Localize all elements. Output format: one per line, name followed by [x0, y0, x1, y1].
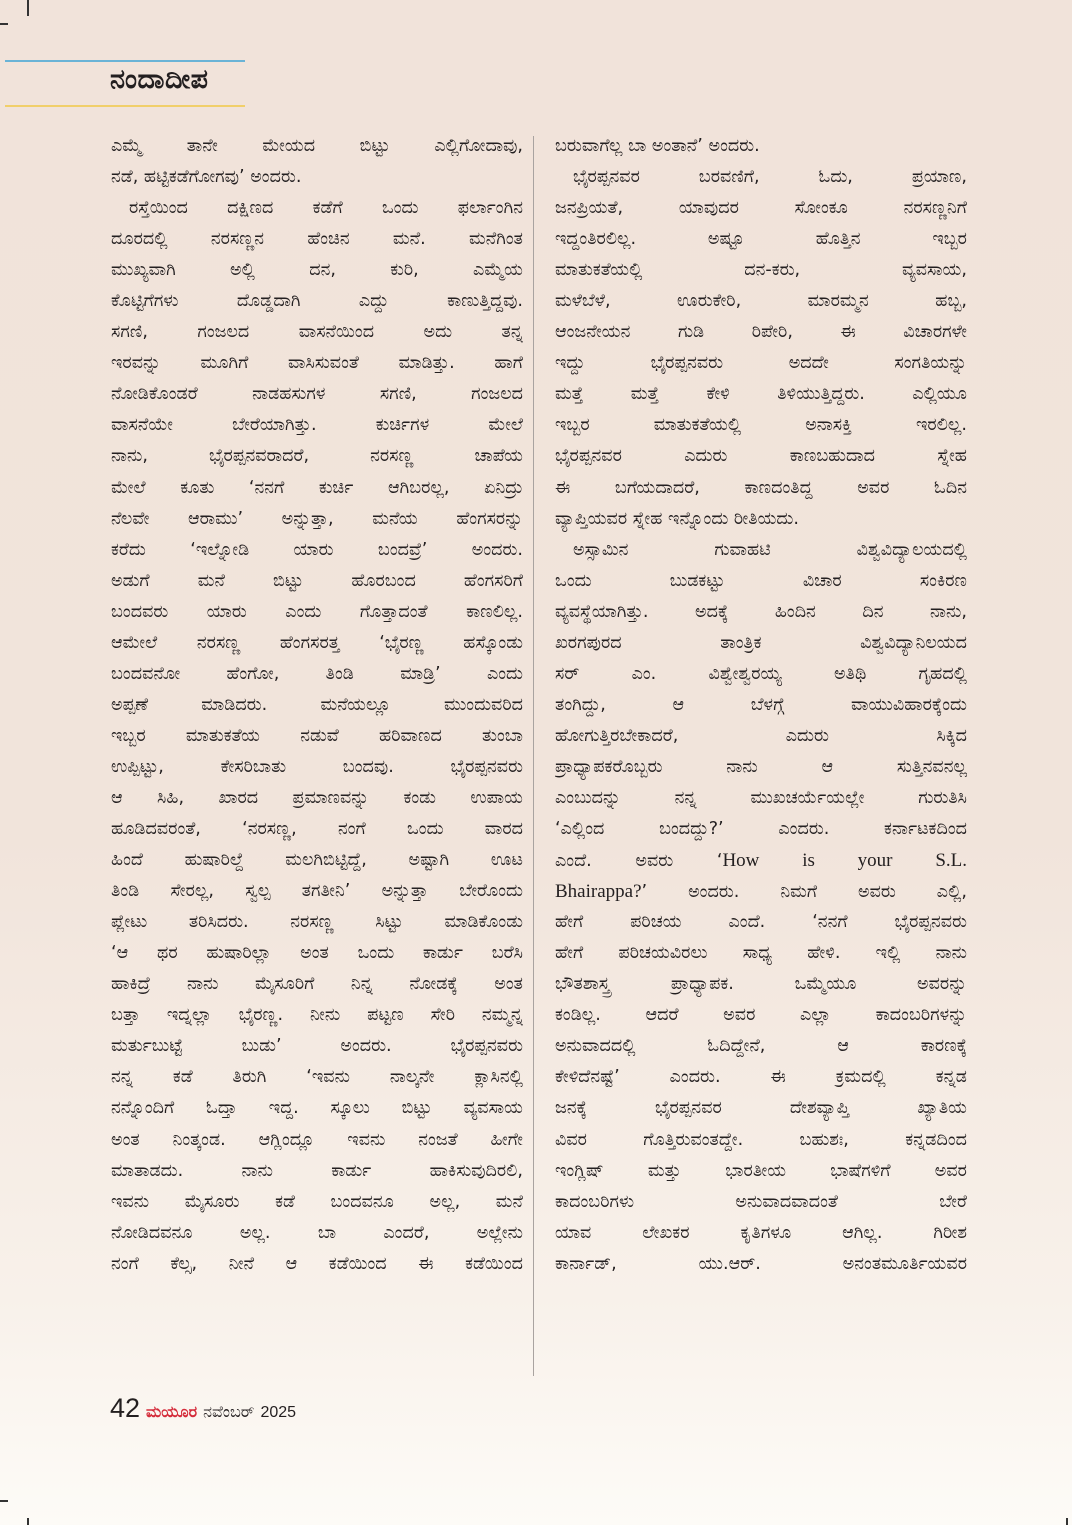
text-line: ಇಂಗ್ಲಿಷ್ ಮತ್ತು ಭಾರತೀಯ ಭಾಷೆಗಳಿಗೆ ಅವರ — [555, 1160, 967, 1181]
header-rule-top — [5, 60, 245, 62]
text-line: ವ್ಯಾಪ್ತಿಯವರ ಸ್ನೇಹ ಇನ್ನೊಂದು ರೀತಿಯದು. — [555, 508, 799, 529]
text-line: ಭೈರಪ್ಪನವರ ಬರವಣಿಗೆ, ಓದು, ಪ್ರಯಾಣ, — [573, 167, 967, 188]
text-line: ಕಂಡಿಲ್ಲ. ಆದರೆ ಅವರ ಎಲ್ಲಾ ಕಾದಂಬರಿಗಳನ್ನು — [555, 1005, 967, 1026]
issue-year: 2025 — [260, 1404, 297, 1421]
text-line: ರಸ್ತೆಯಿಂದ ದಕ್ಷಿಣದ ಕಡೆಗೆ ಒಂದು ಫರ್ಲಾಂಗಿನ — [129, 198, 523, 219]
crop-mark-bottom-right-v — [1066, 1518, 1068, 1525]
text-line: ಉಪ್ಪಿಟ್ಟು, ಕೇಸರಿಬಾತು ಬಂದವು. ಭೈರಪ್ಪನವರು — [111, 756, 523, 777]
text-line: ಆಮೇಲೆ ನರಸಣ್ಣ ಹೆಂಗಸರತ್ತ ‘ಭೈರಣ್ಣ ಹಸ್ಕೊಂಡು — [111, 632, 523, 653]
text-line: ವಾಸನೆಯೇ ಬೇರೆಯಾಗಿತ್ತು. ಕುರ್ಚಿಗಳ ಮೇಲೆ — [111, 415, 523, 436]
text-line: ನಂಗೆ ಕೆಲ್ಸ, ನೀನೆ ಆ ಕಡೆಯಿಂದ ಈ ಕಡೆಯಿಂದ — [111, 1253, 523, 1274]
text-line: ಹೂಡಿದವರಂತೆ, ‘ನರಸಣ್ಣ, ನಂಗೆ ಒಂದು ವಾರದ — [111, 819, 523, 840]
text-line: ಈ ಬಗೆಯದಾದರೆ, ಕಾಣದಂತಿದ್ದ ಅವರ ಓದಿನ — [555, 477, 967, 498]
text-line: ಇದ್ದಂತಿರಲಿಲ್ಲ. ಅಷ್ಟೂ ಹೊತ್ತಿನ ಇಬ್ಬರ — [555, 229, 967, 250]
column-divider — [533, 136, 534, 1376]
text-line: ಮಾತಾಡದು. ನಾನು ಕಾರ್ಡು ಹಾಕಿಸುವುದಿರಲಿ, — [111, 1160, 523, 1181]
text-line: ಅಸ್ಸಾಮಿನ ಗುವಾಹಟಿ ವಿಶ್ವವಿದ್ಯಾಲಯದಲ್ಲಿ — [573, 539, 967, 560]
text-line: ‘ಎಲ್ಲಿಂದ ಬಂದದ್ದು?’ ಎಂದರು. ಕರ್ನಾಟಕದಿಂದ — [555, 819, 967, 840]
text-line: ಬರುವಾಗೆಲ್ಲ ಬಾ ಅಂತಾನೆ’ ಅಂದರು. — [555, 136, 760, 156]
text-line: ನೋಡಿದವನೂ ಅಲ್ಲ. ಬಾ ಎಂದರೆ, ಅಲ್ಲೇನು — [111, 1222, 523, 1243]
text-line: ಎಂಬುದನ್ನು ನನ್ನ ಮುಖಚರ್ಯೆಯಲ್ಲೇ ಗುರುತಿಸಿ — [555, 787, 967, 808]
text-line: ಹಾಕಿದ್ರೆ ನಾನು ಮೈಸೂರಿಗೆ ನಿನ್ನ ನೋಡಕ್ಕೆ ಅಂತ — [111, 974, 523, 995]
text-line: ಅಂತ ನಿಂತ್ಕಂಡ. ಆಗ್ಲಿಂದ್ಲೂ ಇವನು ನಂಜತೆ ಹೀಗೇ — [111, 1129, 523, 1150]
text-line: ಇದ್ದು ಭೈರಪ್ಪನವರು ಅದದೇ ಸಂಗತಿಯನ್ನು — [555, 353, 967, 374]
text-line: ವಿವರ ಗೊತ್ತಿರುವಂತದ್ದೇ. ಬಹುಶಃ, ಕನ್ನಡದಿಂದ — [555, 1129, 967, 1150]
text-line: ‘ಆ ಥರ ಹುಷಾರಿಲ್ಲಾ ಅಂತ ಒಂದು ಕಾರ್ಡು ಬರೆಸಿ — [111, 943, 523, 964]
text-line: ತಂಗಿದ್ದು, ಆ ಬೆಳಗ್ಗೆ ವಾಯುವಿಹಾರಕ್ಕೆಂದು — [555, 694, 967, 715]
text-line: ಇರವನ್ನು ಮೂಗಿಗೆ ವಾಸಿಸುವಂತೆ ಮಾಡಿತ್ತು. ಹಾಗೆ — [111, 353, 523, 374]
text-line: ಮರ್ತುಬುಟ್ಟೆ ಬುಡು’ ಅಂದರು. ಭೈರಪ್ಪನವರು — [111, 1036, 523, 1057]
text-line: ಒಂದು ಬುಡಕಟ್ಟು ವಿಚಾರ ಸಂಕಿರಣ — [555, 570, 967, 591]
text-line: ದೂರದಲ್ಲಿ ನರಸಣ್ಣನ ಹೆಂಚಿನ ಮನೆ. ಮನೆಗಿಂತ — [111, 229, 523, 250]
text-line: ಯಾವ ಲೇಖಕರ ಕೃತಿಗಳೂ ಆಗಿಲ್ಲ. ಗಿರೀಶ — [555, 1222, 967, 1243]
text-line: ತಿಂಡಿ ಸೇರಲ್ಲ, ಸ್ವಲ್ಪ ತಗತೀನಿ’ ಅನ್ನುತ್ತಾ ಬೇರೊಂದು — [111, 881, 523, 902]
magazine-logo: ಮಯೂರ — [146, 1402, 198, 1421]
text-line: ಭೈರಪ್ಪನವರ ಎದುರು ಕಾಣಬಹುದಾದ ಸ್ನೇಹ — [555, 446, 967, 467]
article-column-left — [111, 131, 523, 1280]
text-line: ನನ್ನ ಕಡೆ ತಿರುಗಿ ‘ಇವನು ನಾಲ್ಕನೇ ಕ್ಲಾಸಿನಲ್ಲಿ — [111, 1067, 523, 1088]
text-line: ಕಾರ್ನಾಡ್, ಯು.ಆರ್. ಅನಂತಮೂರ್ತಿಯವರ — [555, 1253, 967, 1274]
text-line: ಕೊಟ್ಟಿಗೆಗಳು ದೊಡ್ಡದಾಗಿ ಎದ್ದು ಕಾಣುತ್ತಿದ್ದವು. — [111, 291, 523, 312]
text-line: ಕೇಳಿದೆನಷ್ಟೆ’ ಎಂದರು. ಈ ಕ್ರಮದಲ್ಲಿ ಕನ್ನಡ — [555, 1067, 967, 1088]
text-line: ಖರಗಪುರದ ತಾಂತ್ರಿಕ ವಿಶ್ವವಿದ್ಯಾನಿಲಯದ — [555, 632, 967, 653]
text-line: ನನ್ನೊಂದಿಗೆ ಓದ್ತಾ ಇದ್ದ. ಸ್ಕೂಲು ಬಿಟ್ಟು ವ್ಯವಸಾಯ — [111, 1098, 523, 1119]
article-column-right — [555, 131, 967, 1280]
page-footer — [110, 1393, 296, 1424]
crop-mark-bottom-left-v — [27, 1518, 29, 1525]
text-line: ನಾನು, ಭೈರಪ್ಪನವರಾದರೆ, ನರಸಣ್ಣ ಚಾಪೆಯ — [111, 446, 523, 467]
text-line: ಬತ್ತಾ ಇದ್ನಲ್ಲಾ ಭೈರಣ್ಣ. ನೀನು ಪಟ್ಟಣ ಸೇರಿ ನಮ್ಮನ್ನ — [111, 1005, 523, 1026]
text-line: ವ್ಯವಸ್ಥೆಯಾಗಿತ್ತು. ಅದಕ್ಕೆ ಹಿಂದಿನ ದಿನ ನಾನು, — [555, 601, 967, 622]
text-line: ಆಂಜನೇಯನ ಗುಡಿ ರಿಪೇರಿ, ಈ ವಿಚಾರಗಳೇ — [555, 322, 967, 343]
crop-mark-top-left-h — [0, 23, 8, 25]
text-line: ಪ್ರಾಧ್ಯಾಪಕರೊಬ್ಬರು ನಾನು ಆ ಸುತ್ತಿನವನಲ್ಲ — [555, 756, 967, 777]
text-line: ಬಂದವರು ಯಾರು ಎಂದು ಗೊತ್ತಾದಂತೆ ಕಾಣಲಿಲ್ಲ. — [111, 601, 523, 622]
issue-month: ನವೆಂಬರ್ — [203, 1402, 255, 1421]
crop-mark-top-left-v — [27, 0, 29, 16]
text-line: ಆ ಸಿಹಿ, ಖಾರದ ಪ್ರಮಾಣವನ್ನು ಕಂಡು ಉಪಾಯ — [111, 787, 523, 808]
text-line: ಇಬ್ಬರ ಮಾತುಕತೆಯಲ್ಲಿ ಅನಾಸಕ್ತಿ ಇರಲಿಲ್ಲ. — [555, 415, 967, 436]
text-line: ನೋಡಿಕೊಂಡರೆ ನಾಡಹಸುಗಳ ಸಗಣಿ, ಗಂಜಲದ — [111, 384, 523, 405]
text-line: ಭೌತಶಾಸ್ತ್ರ ಪ್ರಾಧ್ಯಾಪಕ. ಒಮ್ಮೆಯೂ ಅವರನ್ನು — [555, 974, 967, 995]
text-line: ಎಂದೆ. ಅವರು ‘How is your S.L. — [555, 850, 967, 872]
text-line: ಮಳೆಬೆಳೆ, ಊರುಕೇರಿ, ಮಾರಮ್ಮನ ಹಬ್ಬ, — [555, 291, 967, 312]
text-line: ನಡೆ, ಹಟ್ಟಿಕಡೆಗೋಗವು’ ಅಂದರು. — [111, 167, 302, 188]
text-line: ಕಾದಂಬರಿಗಳು ಅನುವಾದವಾದಂತೆ ಬೇರೆ — [555, 1191, 967, 1212]
page-number: 42 — [110, 1393, 141, 1423]
text-line: ಪ್ಲೇಟು ತರಿಸಿದರು. ನರಸಣ್ಣ ಸಿಟ್ಟು ಮಾಡಿಕೊಂಡು — [111, 912, 523, 933]
text-line: ಮಾತುಕತೆಯಲ್ಲಿ ದನ-ಕರು, ವ್ಯವಸಾಯ, — [555, 260, 967, 281]
text-line: ಮುಖ್ಯವಾಗಿ ಅಲ್ಲಿ ದನ, ಕುರಿ, ಎಮ್ಮೆಯ — [111, 260, 523, 281]
text-line: ಜನಕ್ಕೆ ಭೈರಪ್ಪನವರ ದೇಶವ್ಯಾಪ್ತಿ ಖ್ಯಾತಿಯ — [555, 1098, 967, 1119]
text-line: ಜನಪ್ರಿಯತೆ, ಯಾವುದರ ಸೋಂಕೂ ನರಸಣ್ಣನಿಗೆ — [555, 198, 967, 219]
section-title: ನಂದಾದೀಪ — [110, 64, 209, 95]
text-line: Bhairappa?’ ಅಂದರು. ನಿಮಗೆ ಅವರು ಎಲ್ಲಿ, — [555, 881, 967, 903]
text-line: ಇವನು ಮೈಸೂರು ಕಡೆ ಬಂದವನೂ ಅಲ್ಲ, ಮನೆ — [111, 1191, 523, 1212]
text-line: ಮೇಲೆ ಕೂತು ‘ನನಗೆ ಕುರ್ಚಿ ಆಗಿಬರಲ್ಲ, ಏನಿದ್ರು — [111, 477, 523, 498]
text-line: ಅನುವಾದದಲ್ಲಿ ಓದಿದ್ದೇನೆ, ಆ ಕಾರಣಕ್ಕೆ — [555, 1036, 967, 1057]
text-line: ಅಡುಗೆ ಮನೆ ಬಿಟ್ಟು ಹೊರಬಂದ ಹೆಂಗಸರಿಗೆ — [111, 570, 523, 591]
text-line: ಎಮ್ಮೆ ತಾನೇ ಮೇಯದ ಬಿಟ್ಟು ಎಲ್ಲಿಗೋದಾವು, — [111, 136, 523, 156]
header-rule-bottom — [5, 105, 245, 107]
text-line: ಹಿಂದೆ ಹುಷಾರಿಲ್ದೆ ಮಲಗಿಬಿಟ್ಟಿದ್ದೆ, ಅಷ್ಟಾಗಿ ಊಟ — [111, 850, 523, 871]
text-line: ಅಪ್ಪಣೆ ಮಾಡಿದರು. ಮನೆಯಲ್ಲೂ ಮುಂದುವರಿದ — [111, 694, 523, 715]
text-line: ಹೇಗೆ ಪರಿಚಯವಿರಲು ಸಾಧ್ಯ ಹೇಳಿ. ಇಲ್ಲಿ ನಾನು — [555, 943, 967, 964]
text-line: ಇಬ್ಬರ ಮಾತುಕತೆಯ ನಡುವೆ ಹರಿವಾಣದ ತುಂಬಾ — [111, 725, 523, 746]
text-line: ಹೇಗೆ ಪರಿಚಯ ಎಂದೆ. ‘ನನಗೆ ಭೈರಪ್ಪನವರು — [555, 912, 967, 933]
text-line: ಕರೆದು ‘ಇಲ್ನೋಡಿ ಯಾರು ಬಂದವ್ರೆ’ ಅಂದರು. — [111, 539, 523, 560]
text-line: ಸಗಣಿ, ಗಂಜಲದ ವಾಸನೆಯಿಂದ ಅದು ತನ್ನ — [111, 322, 523, 343]
crop-mark-bottom-left-h — [0, 1500, 8, 1502]
text-line: ಬಂದವನೋ ಹೆಂಗೋ, ತಿಂಡಿ ಮಾಡ್ರಿ’ ಎಂದು — [111, 663, 523, 684]
text-line: ಮತ್ತೆ ಮತ್ತೆ ಕೇಳಿ ತಿಳಿಯುತ್ತಿದ್ದರು. ಎಲ್ಲಿಯೂ — [555, 384, 967, 405]
text-line: ಸರ್ ಎಂ. ವಿಶ್ವೇಶ್ವರಯ್ಯ ಅತಿಥಿ ಗೃಹದಲ್ಲಿ — [555, 663, 967, 684]
text-line: ಹೋಗುತ್ತಿರಬೇಕಾದರೆ, ಎದುರು ಸಿಕ್ಕಿದ — [555, 725, 967, 746]
text-line: ನೆಲವೇ ಆರಾಮು’ ಅನ್ನುತ್ತಾ, ಮನೆಯ ಹೆಂಗಸರನ್ನು — [111, 508, 523, 529]
